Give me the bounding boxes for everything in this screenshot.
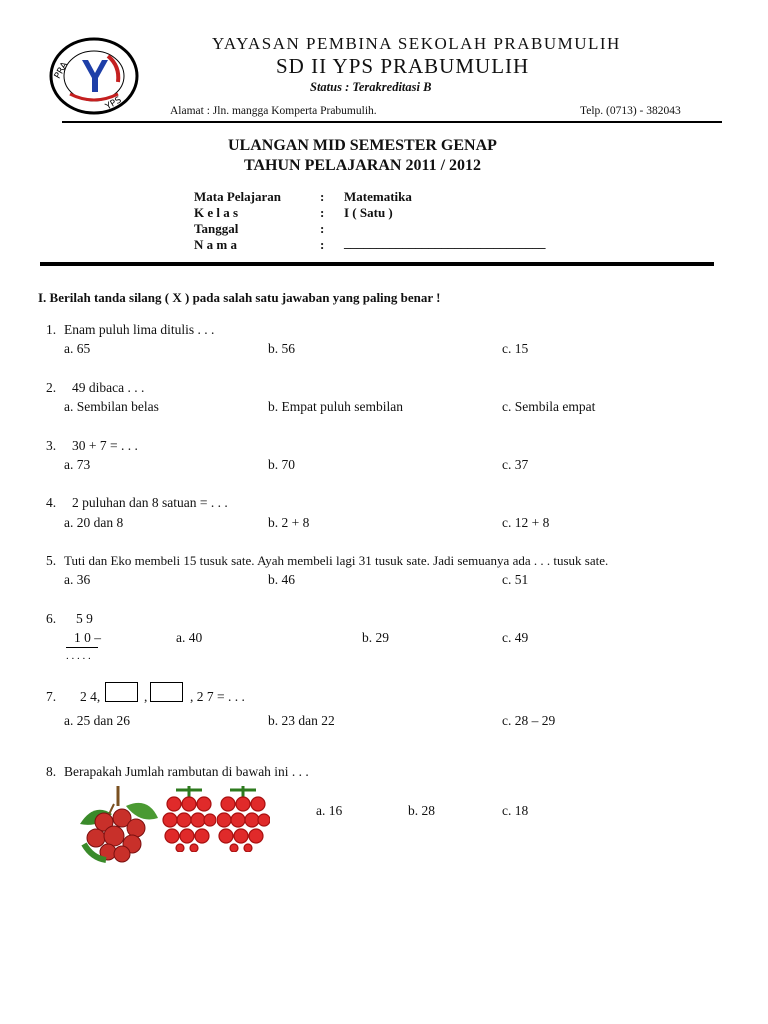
question-text: 2 puluhan dan 8 satuan = . . .	[72, 495, 228, 510]
subtraction-bottom: 1 0 –	[74, 630, 101, 645]
meta-label-name: N a m a	[194, 237, 237, 252]
blank-box-2[interactable]	[150, 682, 183, 702]
option-c[interactable]: c. Sembila empat	[502, 399, 596, 414]
foundation-name: YAYASAN PEMBINA SEKOLAH PRABUMULIH	[212, 34, 621, 53]
meta-colon: :	[320, 189, 325, 204]
question-text: 30 + 7 = . . .	[72, 438, 138, 453]
question-number: 7.	[46, 689, 57, 704]
option-a[interactable]: a. 40	[176, 630, 203, 645]
option-b[interactable]: b. 46	[268, 572, 295, 587]
option-c[interactable]: c. 28 – 29	[502, 713, 556, 728]
subtraction-top: 5 9	[76, 611, 93, 626]
meta-colon: :	[320, 221, 325, 236]
option-b[interactable]: b. 28	[408, 803, 435, 818]
question-text: 49 dibaca . . .	[72, 380, 145, 395]
question-text: Berapakah Jumlah rambutan di bawah ini . . .	[64, 764, 309, 779]
question-number: 8.	[46, 764, 57, 779]
section-rule	[40, 262, 714, 266]
instruction: I. Berilah tanda silang ( X ) pada salah satu jawaban yang paling benar !	[38, 290, 441, 305]
meta-label-date: Tanggal	[194, 221, 239, 236]
option-b[interactable]: b. Empat puluh sembilan	[268, 399, 403, 414]
option-a[interactable]: a. 25 dan 26	[64, 713, 130, 728]
meta-colon: :	[320, 237, 325, 252]
option-a[interactable]: a. 73	[64, 457, 91, 472]
question-number: 2.	[46, 380, 57, 395]
question-number: 6.	[46, 611, 57, 626]
option-c[interactable]: c. 37	[502, 457, 529, 472]
question-number: 3.	[46, 438, 57, 453]
subtraction-result: . . . . .	[66, 650, 91, 662]
school-phone: Telp. (0713) - 382043	[580, 105, 681, 117]
svg-text:PRA: PRA	[52, 60, 71, 81]
exam-title-1: ULANGAN MID SEMESTER GENAP	[228, 137, 497, 154]
option-b[interactable]: b. 56	[268, 341, 295, 356]
option-c[interactable]: c. 49	[502, 630, 529, 645]
question-number: 1.	[46, 322, 57, 337]
header-rule	[62, 121, 722, 123]
meta-label-class: K e l a s	[194, 205, 239, 220]
school-address: Alamat : Jln. mangga Komperta Prabumulih.	[170, 105, 377, 117]
blank-box-1[interactable]	[105, 682, 138, 702]
option-c[interactable]: c. 15	[502, 341, 529, 356]
option-b[interactable]: b. 29	[362, 630, 389, 645]
svg-text:YPS: YPS	[104, 95, 124, 113]
option-b[interactable]: b. 23 dan 22	[268, 713, 335, 728]
sequence-comma: ,	[144, 689, 148, 704]
sequence-end: , 2 7 = . . .	[190, 689, 245, 704]
subtraction-rule	[66, 647, 98, 648]
meta-value-class: I ( Satu )	[344, 205, 393, 220]
question-number: 5.	[46, 553, 57, 568]
option-c[interactable]: c. 18	[502, 803, 529, 818]
question-text: Tuti dan Eko membeli 15 tusuk sate. Ayah membeli lagi 31 tusuk sate. Jadi semuanya ada . . . tusuk sate.	[64, 553, 609, 568]
option-a[interactable]: a. Sembilan belas	[64, 399, 159, 414]
option-c[interactable]: c. 12 + 8	[502, 515, 550, 530]
option-a[interactable]: a. 36	[64, 572, 91, 587]
rambutan-group-2	[216, 786, 270, 852]
meta-label-subject: Mata Pelajaran	[194, 189, 282, 204]
accreditation-status: Status : Terakreditasi B	[310, 80, 432, 94]
exam-title-2: TAHUN PELAJARAN 2011 / 2012	[244, 157, 482, 174]
option-a[interactable]: a. 16	[316, 803, 343, 818]
school-logo	[48, 36, 140, 116]
option-a[interactable]: a. 20 dan 8	[64, 515, 124, 530]
question-number: 4.	[46, 495, 57, 510]
option-c[interactable]: c. 51	[502, 572, 529, 587]
rambutan-cluster-image	[74, 784, 162, 864]
question-text: Enam puluh lima ditulis . . .	[64, 322, 215, 337]
option-a[interactable]: a. 65	[64, 341, 91, 356]
option-b[interactable]: b. 2 + 8	[268, 515, 310, 530]
option-b[interactable]: b. 70	[268, 457, 295, 472]
rambutan-group-1	[162, 786, 216, 852]
sequence-start: 2 4,	[80, 689, 101, 704]
meta-colon: :	[320, 205, 325, 220]
meta-value-subject: Matematika	[344, 189, 412, 204]
school-name: SD II YPS PRABUMULIH	[276, 54, 530, 78]
meta-value-name[interactable]: _______________________________	[344, 235, 546, 250]
